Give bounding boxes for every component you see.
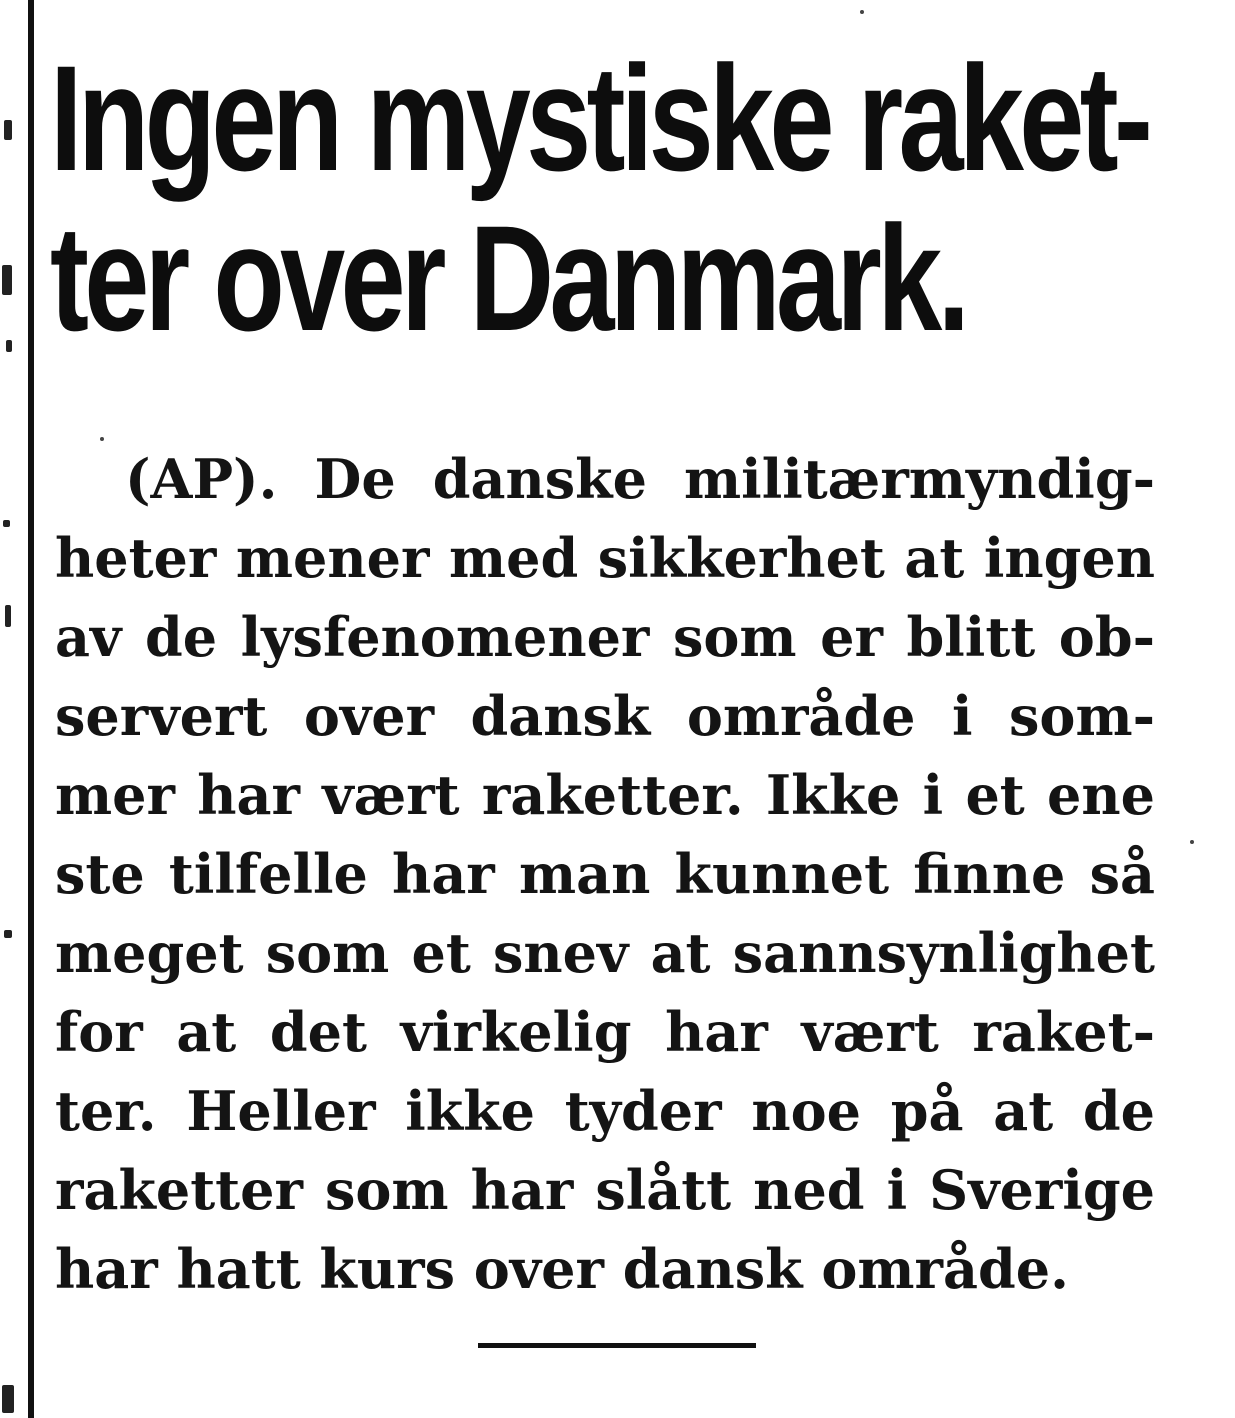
body-line: av de lysfenomener som er blitt ob- — [55, 605, 1155, 669]
body-line: meget som et snev at sannsynlighet — [55, 921, 1155, 985]
body-line: har hatt kurs over dansk område. — [55, 1237, 1069, 1301]
body-line: ter. Heller ikke tyder noe på at de — [55, 1079, 1155, 1143]
print-speck — [860, 10, 864, 14]
headline-line-1: Ingen mystiske raket- — [50, 34, 1149, 202]
body-line: (AP). De danske militærmyndig- — [125, 447, 1155, 511]
article-end-rule — [478, 1343, 756, 1348]
body-line: for at det virkelig har vært raket- — [55, 1000, 1155, 1064]
print-speck — [100, 437, 104, 441]
headline-line-2: ter over Danmark. — [50, 194, 966, 362]
body-line: raketter som har slått ned i Sverige — [55, 1158, 1155, 1222]
body-line: servert over dansk område i som- — [55, 684, 1155, 748]
body-line: mer har vært raketter. Ikke i et ene — [55, 763, 1155, 827]
article-body — [55, 440, 1155, 1309]
body-line: heter mener med sikkerhet at ingen — [55, 526, 1155, 590]
adjacent-column-fragments — [0, 0, 26, 1418]
column-divider-rule — [28, 0, 34, 1418]
headline — [50, 34, 1158, 362]
body-line: ste tilfelle har man kunnet finne så — [55, 842, 1155, 906]
print-speck — [1190, 840, 1194, 844]
